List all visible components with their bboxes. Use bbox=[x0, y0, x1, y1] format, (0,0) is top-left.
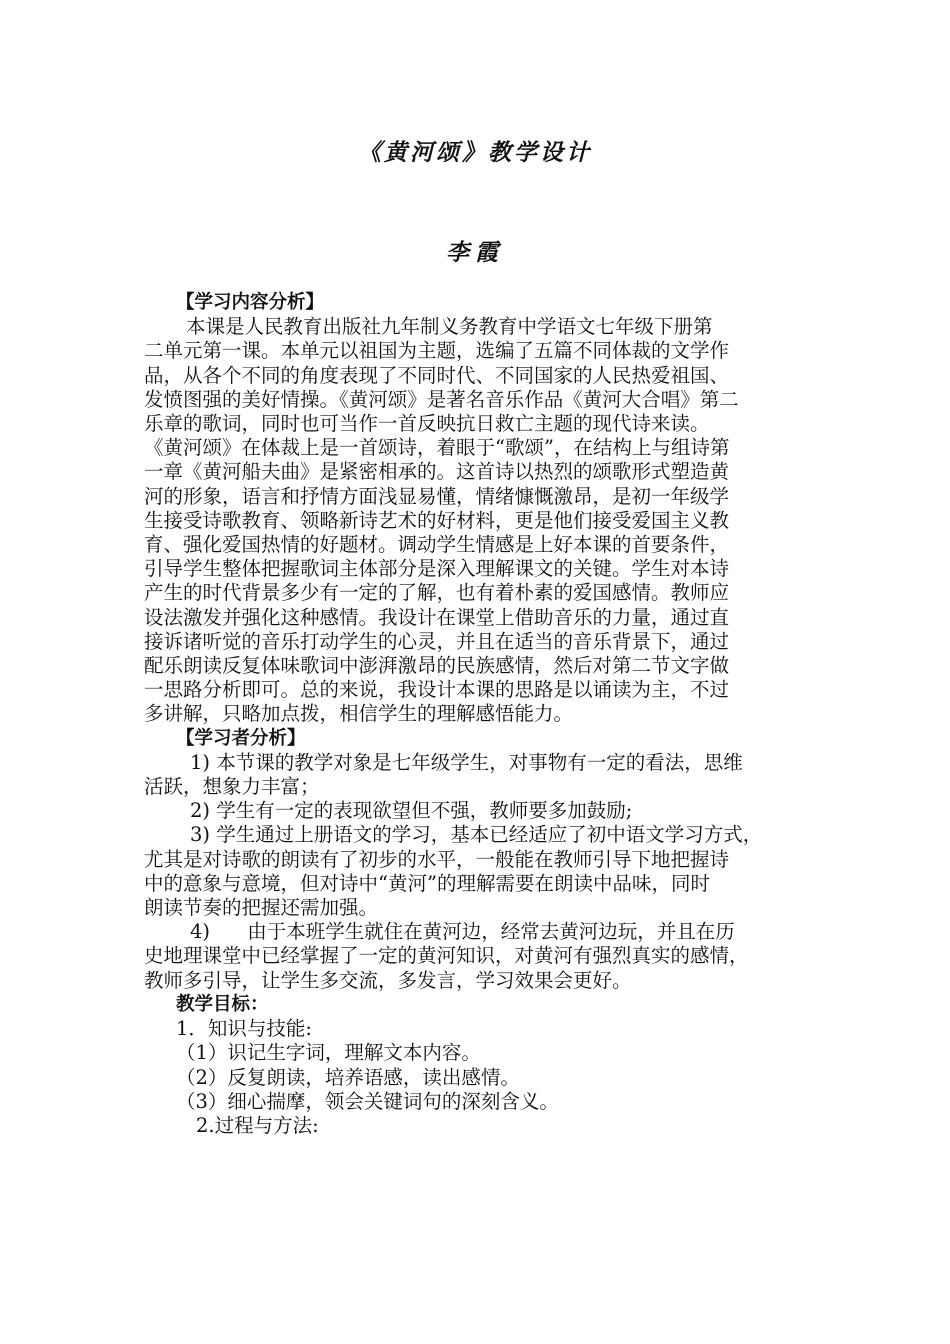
document-author: 李霞 bbox=[446, 239, 504, 266]
list-item-line: 尤其是对诗歌的朗读有了初步的水平，一般能在教师引导下地把握诗 bbox=[144, 847, 730, 871]
list-item-line: 4) 由于本班学生就住在黄河边，经常去黄河边玩，并且在历 bbox=[190, 920, 735, 944]
list-item-line: 1) 本节课的教学对象是七年级学生，对事物有一定的看法，思维 bbox=[190, 750, 743, 774]
paragraph-line: 品，从各个不同的角度表现了不同时代、不同国家的人民热爱祖国、 bbox=[144, 363, 730, 387]
document-body bbox=[144, 291, 824, 1138]
paragraph-line: 一章《黄河船夫曲》是紧密相承的。这首诗以热烈的颂歌形式塑造黄 bbox=[144, 460, 730, 484]
paragraph-line: 产生的时代背景多少有一定的了解，也有着朴素的爱国感情。教师应 bbox=[144, 581, 730, 605]
paragraph-line: 乐章的歌词，同时也可当作一首反映抗日救亡主题的现代诗来读。 bbox=[144, 412, 710, 436]
objective-line: （1）识记生字词，理解文本内容。 bbox=[176, 1041, 481, 1065]
paragraph-line: 生接受诗歌教育、领略新诗艺术的好材料，更是他们接受爱国主义教 bbox=[144, 508, 730, 532]
paragraph-line: 配乐朗读反复体味歌词中澎湃激昂的民族感情，然后对第二节文字做 bbox=[144, 654, 730, 678]
objective-line: 2.过程与方法: bbox=[196, 1113, 319, 1137]
list-item-line: 3) 学生通过上册语文的学习，基本已经适应了初中语文学习方式， bbox=[190, 823, 763, 847]
paragraph-line: 一思路分析即可。总的来说，我设计本课的思路是以诵读为主，不过 bbox=[144, 678, 730, 702]
list-item-line: 史地理课堂中已经掌握了一定的黄河知识，对黄河有强烈真实的感情， bbox=[144, 944, 749, 968]
list-item-line: 中的意象与意境，但对诗中“黄河”的理解需要在朗读中品味，同时 bbox=[144, 871, 710, 895]
paragraph-line: 本课是人民教育出版社九年制义务教育中学语文七年级下册第 bbox=[186, 315, 713, 339]
section-heading-learner-analysis: 【学习者分析】 bbox=[176, 727, 306, 749]
paragraph-line: 《黄河颂》在体裁上是一首颂诗，着眼于“歌颂”，在结构上与组诗第 bbox=[144, 436, 730, 460]
section-heading-content-analysis: 【学习内容分析】 bbox=[176, 292, 325, 313]
section-heading-objectives: 教学目标： bbox=[176, 993, 269, 1015]
objective-line: 1．知识与技能: bbox=[176, 1017, 312, 1041]
list-item-line: 教师多引导，让学生多交流，多发言，学习效果会更好。 bbox=[144, 968, 632, 992]
paragraph-line: 二单元第一课。本单元以祖国为主题，选编了五篇不同体裁的文学作 bbox=[144, 339, 730, 363]
paragraph-line: 育、强化爱国热情的好题材。调动学生情感是上好本课的首要条件， bbox=[144, 533, 730, 557]
objective-line: （2）反复朗读，培养语感，读出感情。 bbox=[176, 1065, 520, 1089]
list-item-line: 活跃，想象力丰富； bbox=[144, 775, 320, 799]
paragraph-line: 多讲解，只略加点拨，相信学生的理解感悟能力。 bbox=[144, 702, 574, 726]
list-item-line: 2) 学生有一定的表现欲望但不强，教师要多加鼓励; bbox=[190, 799, 633, 823]
paragraph-line: 河的形象，语言和抒情方面浅显易懂，情绪慷慨激昂，是初一年级学 bbox=[144, 484, 730, 508]
list-item-line: 朗读节奏的把握还需加强。 bbox=[144, 896, 379, 920]
document-title: 《黄河颂》教学设计 bbox=[358, 139, 592, 166]
objective-line: （3）细心揣摩，领会关键词句的深刻含义。 bbox=[176, 1089, 559, 1113]
paragraph-line: 接诉诸听觉的音乐打动学生的心灵，并且在适当的音乐背景下，通过 bbox=[144, 629, 730, 653]
paragraph-line: 发愤图强的美好情操。《黄河颂》是著名音乐作品《黄河大合唱》第二 bbox=[144, 387, 739, 411]
paragraph-line: 设法激发并强化这种感情。我设计在课堂上借助音乐的力量，通过直 bbox=[144, 605, 730, 629]
paragraph-line: 引导学生整体把握歌词主体部分是深入理解课文的关键。学生对本诗 bbox=[144, 557, 730, 581]
